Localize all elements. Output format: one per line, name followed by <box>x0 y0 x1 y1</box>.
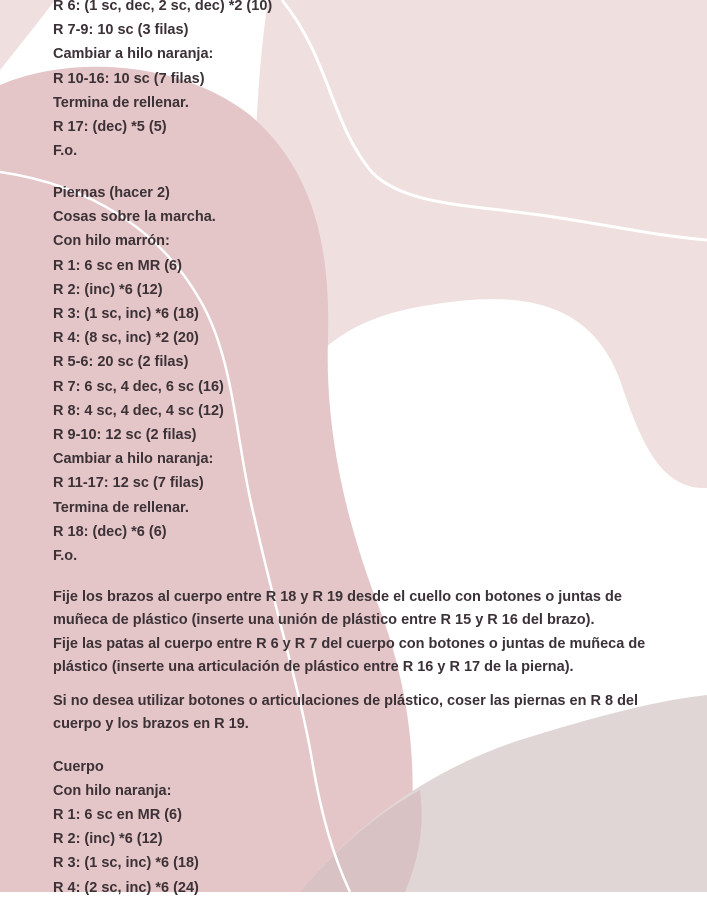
pattern-line: R 18: (dec) *6 (6) <box>53 523 167 540</box>
pattern-line: R 3: (1 sc, inc) *6 (18) <box>53 306 199 323</box>
pattern-line: Con hilo naranja: <box>53 782 172 799</box>
pattern-line: Termina de rellenar. <box>53 499 189 516</box>
pattern-line: R 7: 6 sc, 4 dec, 6 sc (16) <box>53 378 224 395</box>
paragraph-line: cuerpo y los brazos en R 19. <box>53 716 249 733</box>
section-title: Cuerpo <box>53 758 104 775</box>
pattern-line: R 3: (1 sc, inc) *6 (18) <box>53 855 199 872</box>
pattern-line: Termina de rellenar. <box>53 94 189 111</box>
assembly-paragraph-1 <box>53 586 673 680</box>
pattern-line: Con hilo marrón: <box>53 233 170 250</box>
pattern-line: R 17: (dec) *5 (5) <box>53 118 167 135</box>
pattern-line: R 5-6: 20 sc (2 filas) <box>53 354 189 371</box>
pattern-line: R 4: (8 sc, inc) *2 (20) <box>53 330 199 347</box>
arms-tail-section <box>53 0 673 163</box>
pattern-line: R 4: (2 sc, inc) *6 (24) <box>53 879 199 896</box>
paragraph-line: plástico (inserte una articulación de plástico entre R 16 y R 17 de la pierna). <box>53 659 574 676</box>
legs-section <box>53 181 673 568</box>
assembly-paragraph-2 <box>53 690 673 737</box>
pattern-line: F.o. <box>53 547 78 564</box>
pattern-line: R 2: (inc) *6 (12) <box>53 281 163 298</box>
body-section <box>53 755 673 900</box>
pattern-line: R 10-16: 10 sc (7 filas) <box>53 70 205 87</box>
corner-blob-shape <box>0 0 55 70</box>
paragraph-line: Fije los brazos al cuerpo entre R 18 y R 19 desde el cuello con botones o juntas de <box>53 588 622 605</box>
pattern-line: Cambiar a hilo naranja: <box>53 451 214 468</box>
pattern-line: R 11-17: 12 sc (7 filas) <box>53 475 204 492</box>
pattern-line: R 8: 4 sc, 4 dec, 4 sc (12) <box>53 402 224 419</box>
paragraph-line: Fije las patas al cuerpo entre R 6 y R 7 del cuerpo con botones o juntas de muñeca de <box>53 635 646 652</box>
pattern-line: R 1: 6 sc en MR (6) <box>53 807 182 824</box>
pattern-line: F.o. <box>53 143 78 160</box>
pattern-line: R 2: (inc) *6 (12) <box>53 831 163 848</box>
pattern-line: Cambiar a hilo naranja: <box>53 46 214 63</box>
paragraph-line: muñeca de plástico (inserte una unión de plástico entre R 15 y R 16 del brazo). <box>53 612 595 629</box>
pattern-line: R 7-9: 10 sc (3 filas) <box>53 22 189 39</box>
section-title: Piernas (hacer 2) <box>53 185 170 202</box>
pattern-line: Cosas sobre la marcha. <box>53 209 216 226</box>
pattern-text <box>53 0 673 900</box>
pattern-line: R 1: 6 sc en MR (6) <box>53 257 182 274</box>
paragraph-line: Si no desea utilizar botones o articulaciones de plástico, coser las piernas en R 8 del <box>53 692 639 709</box>
pattern-line: R 6: (1 sc, dec, 2 sc, dec) *2 (10) <box>53 0 273 14</box>
pattern-line: R 9-10: 12 sc (2 filas) <box>53 426 197 443</box>
